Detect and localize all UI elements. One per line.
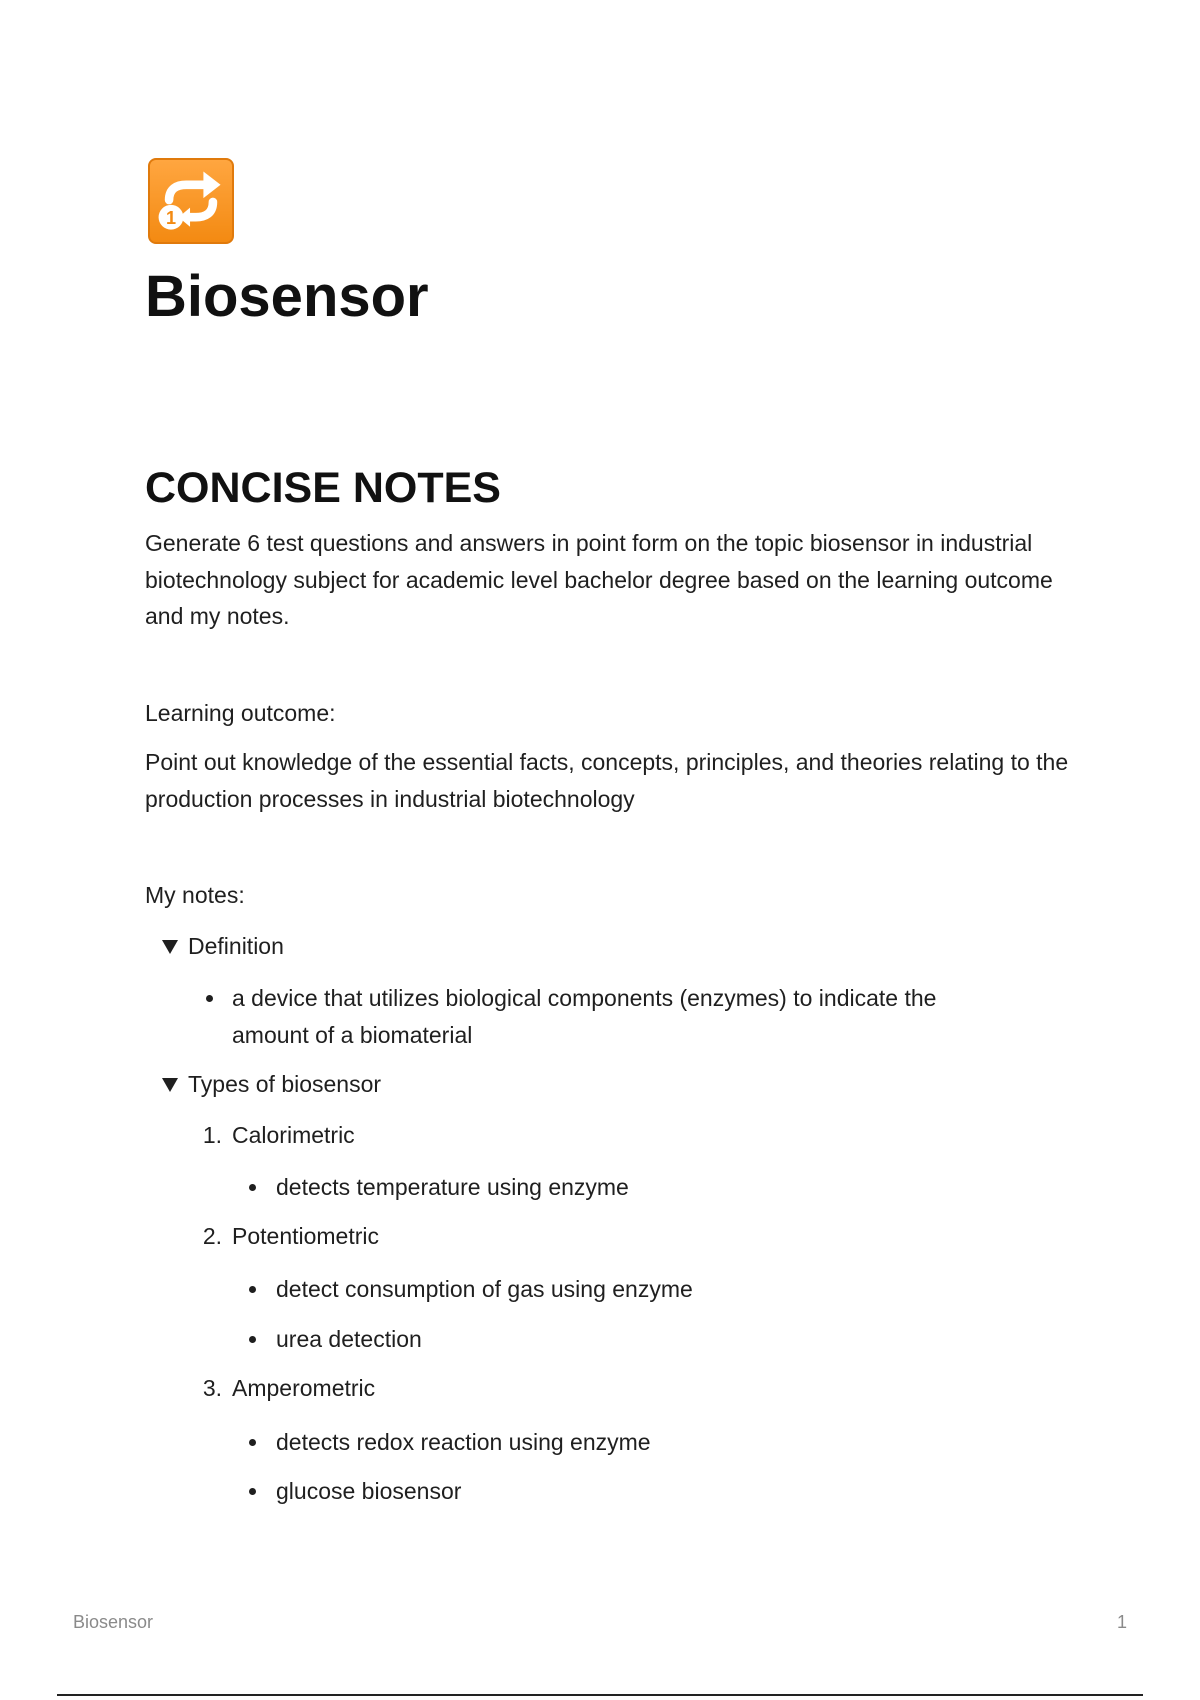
list-number: 2. bbox=[202, 1223, 222, 1249]
bullet-dot bbox=[249, 1488, 256, 1495]
notes-label: My notes: bbox=[145, 882, 245, 908]
type-item-name: Potentiometric bbox=[232, 1223, 380, 1249]
bullet-dot bbox=[206, 995, 213, 1002]
list-number: 3. bbox=[202, 1375, 222, 1401]
type-item-bullet: detects temperature using enzyme bbox=[276, 1174, 629, 1200]
bullet-dot bbox=[249, 1336, 256, 1343]
toggle-types-label[interactable]: Types of biosensor bbox=[188, 1071, 382, 1097]
list-number: 1. bbox=[202, 1122, 222, 1148]
bullet-dot bbox=[249, 1286, 256, 1293]
learning-outcome-text: Point out knowledge of the essential facts, concepts, principles, and theories relating to the production processes in industrial biotechnology bbox=[145, 749, 1069, 812]
toggle-definition-label[interactable]: Definition bbox=[188, 933, 284, 959]
footer-page-number: 1 bbox=[1116, 1612, 1127, 1632]
type-item-name: Amperometric bbox=[232, 1375, 376, 1401]
toggle-types-arrow-icon[interactable] bbox=[162, 1078, 178, 1092]
definition-bullet: a device that utilizes biological components (enzymes) to indicate the amount of a biomaterial bbox=[232, 985, 937, 1048]
type-item-bullet: detect consumption of gas using enzyme bbox=[276, 1276, 693, 1302]
type-item-bullet: detects redox reaction using enzyme bbox=[276, 1429, 651, 1455]
footer-divider bbox=[57, 1694, 1143, 1696]
toggle-definition-arrow-icon[interactable] bbox=[162, 940, 178, 954]
page-title: Biosensor bbox=[145, 264, 429, 329]
type-item-name: Calorimetric bbox=[232, 1122, 355, 1148]
svg-text:1: 1 bbox=[165, 207, 177, 228]
bullet-dot bbox=[249, 1439, 256, 1446]
repeat-one-glyph bbox=[150, 160, 232, 242]
repeat-one-icon bbox=[148, 158, 234, 244]
footer-title: Biosensor bbox=[73, 1612, 154, 1632]
section-heading: CONCISE NOTES bbox=[145, 464, 501, 512]
intro-paragraph: Generate 6 test questions and answers in point form on the topic biosensor in industrial biotechnology subject for academic level bachelor degree based on the learning outcome and my notes. bbox=[145, 530, 1053, 629]
type-item-bullet: glucose biosensor bbox=[276, 1478, 462, 1504]
type-item-bullet: urea detection bbox=[276, 1326, 422, 1352]
bullet-dot bbox=[249, 1184, 256, 1191]
learning-outcome-label: Learning outcome: bbox=[145, 700, 336, 726]
